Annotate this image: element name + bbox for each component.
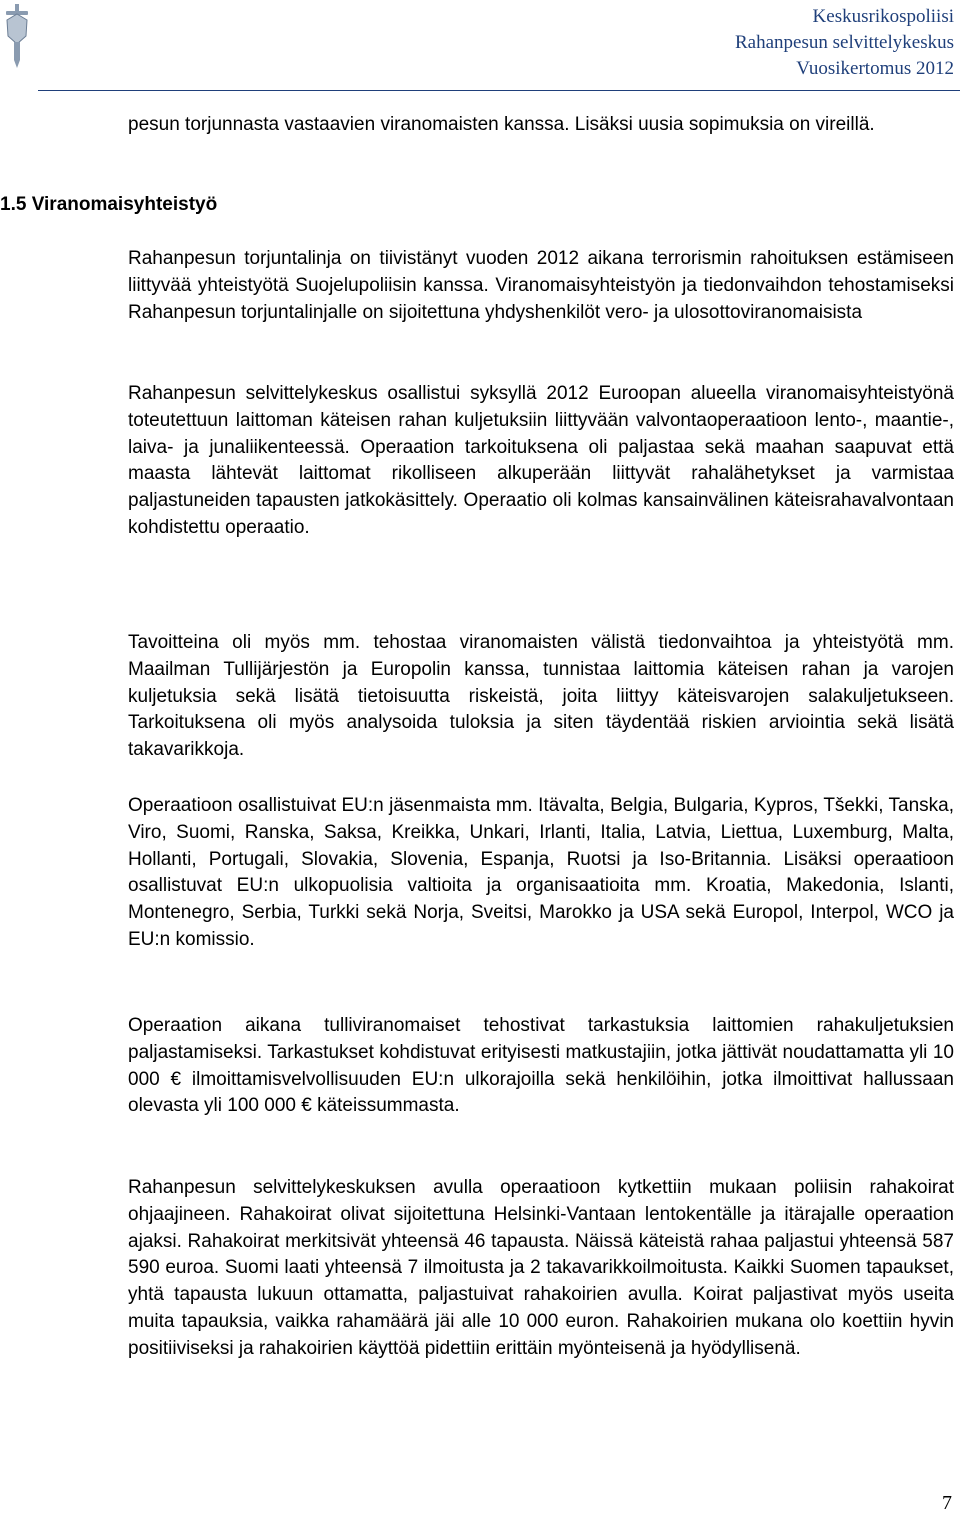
header	[735, 4, 954, 82]
police-sword-emblem-icon	[0, 2, 34, 70]
section-heading: 1.5 Viranomaisyhteistyö	[0, 194, 218, 215]
page-number: 7	[942, 1492, 952, 1514]
paragraph-4: Operaatioon osallistuivat EU:n jäsenmaista mm. Itävalta, Belgia, Bulgaria, Kypros, Tšekki, Tanska, Viro, Suomi, Ranska, Saksa, Kreikka, Unkari, Irlanti, Italia, Latvia, Liettua, Luxemburg, Malta, Hollanti, Portugali, Slovakia, Slovenia, Espanja, Ruotsi ja Iso-Britannia. Lisäksi operaatioon osallistuvat EU:n ulkopuolisia valtioita ja organisaatioita mm. Kroatia, Makedonia, Islanti, Montenegro, Serbia, Turkki sekä Norja, Sveitsi, Marokko ja USA sekä Europol, Interpol, WCO ja EU:n komissio.	[128, 795, 954, 950]
intro-paragraph: pesun torjunnasta vastaavien viranomaisten kanssa. Lisäksi uusia sopimuksia on vireillä.	[128, 114, 875, 135]
paragraph-1: Rahanpesun torjuntalinja on tiivistänyt vuoden 2012 aikana terrorismin rahoituksen estämiseen liittyvää yhteistyötä Suojelupoliisin kanssa. Viranomaisyhteistyön ja tiedonvaihdon tehostamiseksi Rahanpesun torjuntalinjalle on sijoitettuna yhdyshenkilöt vero- ja ulosottoviranomaisista	[128, 248, 954, 323]
paragraph-3: Tavoitteina oli myös mm. tehostaa viranomaisten välistä tiedonvaihtoa ja yhteistyötä mm. Maailman Tullijärjestön ja Europolin kanssa, tunnistaa laittomia käteisen rahan ja varojen kuljetuksia sekä lisätä tietoisuutta riskeistä, joita liittyy käteisvarojen salakuljetukseen. Tarkoituksena oli myös analysoida tuloksia ja siten täydentää riskien arviointia sekä lisätä takavarikkoja.	[128, 632, 954, 761]
header-divider	[38, 90, 960, 91]
paragraph-5: Operaation aikana tulliviranomaiset tehostivat tarkastuksia laittomien rahakuljetuksien paljastamiseksi. Tarkastukset kohdistuvat erityisesti matkustajiin, jotka jättivät noudattamatta yli 10 000 € ilmoittamisvelvollisuuden EU:n ulkorajoilla sekä henkilöihin, jotka ilmoittivat hallussaan olevasta yli 100 000 € käteissummasta.	[128, 1015, 954, 1117]
paragraph-6: Rahanpesun selvittelykeskuksen avulla operaatioon kytkettiin mukaan poliisin rahakoirat ohjaajineen. Rahakoirat olivat sijoitettuna Helsinki-Vantaan lentokentälle ja itärajalle operaation ajaksi. Rahakoirat merkitsivät yhteensä 46 tapausta. Näissä käteistä rahaa paljastui yhteensä 587 590 euroa. Suomi laati yhteensä 7 ilmoitusta ja 2 takavarikkoilmoitusta. Kaikki Suomen tapaukset, yhtä tapausta lukuun ottamatta, paljastuivat rahakoirien avulla. Koirat paljastivat myös useita muita tapauksia, vaikka rahamäärä jäi alle 10 000 euron. Rahakoirien mukana olo koettiin hyvin positiiviseksi ja rahakoirien käyttöä pidettiin erittäin myönteisenä ja hyödyllisenä.	[128, 1177, 954, 1359]
paragraph-2: Rahanpesun selvittelykeskus osallistui syksyllä 2012 Euroopan alueella viranomaisyhteistyönä toteutettuun laittoman käteisen rahan kuljetuksiin liittyvään valvontaoperaatioon lento-, maantie-, laiva- ja junaliikenteessä. Operaation tarkoituksena oli paljastaa sekä maahan saapuvat että maasta lähtevät laittomat rikolliseen alkuperään liittyvät rahalähetykset ja varmistaa paljastuneiden tapausten jatkokäsittely. Operaatio oli kolmas kansainvälinen käteisrahavalvontaan kohdistettu operaatio.	[128, 383, 954, 538]
header-organization: Keskusrikospoliisi	[812, 6, 954, 27]
header-unit: Rahanpesun selvittelykeskus	[735, 32, 954, 53]
header-report-title: Vuosikertomus 2012	[796, 58, 954, 79]
